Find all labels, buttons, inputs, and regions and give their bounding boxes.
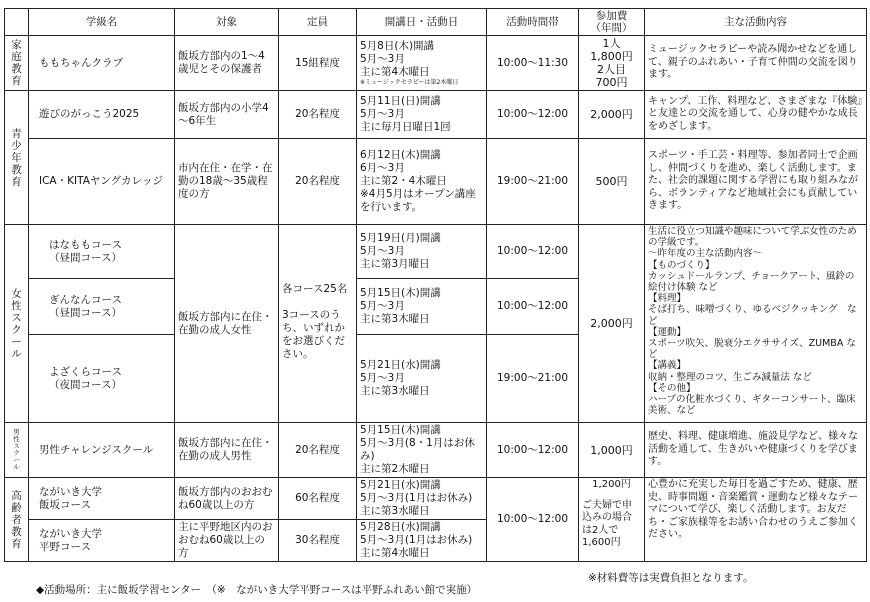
class-fee: 2,000円	[579, 225, 645, 423]
header-capacity: 定員	[279, 9, 357, 36]
class-name: ながいき大学 平野コース	[29, 520, 175, 562]
header-dates: 開講日・活動日	[357, 9, 487, 36]
class-name: ICA・KITAヤングカレッジ	[29, 139, 175, 225]
class-content: スポーツ・手工芸・料理等、参加者同士で企画し、仲間づくりを進め、楽しく活動します。また、社会的課題に関する学習にも取り組みながら、ボランティアなど地域社会にも貢献していきます。	[645, 139, 867, 225]
class-name: ながいき大学 飯坂コース	[29, 478, 175, 520]
table-row	[5, 423, 867, 478]
class-name: ぎんなんコース （昼間コース）	[29, 279, 175, 335]
class-time: 10:00～12:00	[487, 91, 579, 139]
table-row	[5, 36, 867, 91]
class-name: はなももコース （昼間コース）	[29, 225, 175, 279]
header-class: 学級名	[29, 9, 175, 36]
class-time: 19:00～21:00	[487, 139, 579, 225]
course-table	[4, 8, 867, 562]
class-content: ミュージックセラピーや読み聞かせなどを通して、親子のふれあい・子育て仲間の交流を図ります。	[645, 36, 867, 91]
header-category	[5, 9, 29, 36]
class-capacity: 15組程度	[279, 36, 357, 91]
class-target: 主に平野地区内のおおむね60歳以上の方	[175, 520, 279, 562]
material-note: ※材料費等は実費負担となります。	[588, 572, 754, 584]
table-row	[5, 91, 867, 139]
class-content: キャンプ、工作、料理など、さまざまな『体験』と友達との交流を通して、心身の健やかな成長をめざします。	[645, 91, 867, 139]
class-fee: 1,200円 ご夫婦で申込みの場合は2人で1,600円	[579, 478, 645, 562]
class-capacity: 60名程度	[279, 478, 357, 520]
table-row	[5, 225, 867, 279]
table-row	[5, 139, 867, 225]
class-time: 10:00～12:00	[487, 225, 579, 279]
class-target: 市内在住・在学・在勤の18歳～35歳程度の方	[175, 139, 279, 225]
footer-location: ◆活動場所：主に飯坂学習センター （※ ながいき大学平野コースは平野ふれあい館で実施）	[36, 584, 478, 596]
class-name: 男性チャレンジスクール	[29, 423, 175, 478]
class-name: よざくらコース （夜間コース）	[29, 335, 175, 423]
table-row	[5, 478, 867, 520]
class-time: 10:00～12:00	[487, 279, 579, 335]
class-capacity: 20名程度	[279, 91, 357, 139]
class-dates: 5月15日(木)開講 5月～3月 主に第3木曜日	[357, 279, 487, 335]
class-capacity: 20名程度	[279, 139, 357, 225]
class-target: 飯坂方部内に在住・在勤の成人女性	[175, 225, 279, 423]
class-name: 遊びのがっこう2025	[29, 91, 175, 139]
class-dates: 5月21日(水)開講 5月～3月(1月はお休み) 主に第3水曜日	[357, 478, 487, 520]
class-dates: 5月19日(月)開講 5月～3月 主に第3月曜日	[357, 225, 487, 279]
class-target: 飯坂方部内のおおむね60歳以上の方	[175, 478, 279, 520]
class-dates: 5月8日(木)開講 5月～3月 主に第4木曜日 ※ミュージックセラピーは第2木曜日	[357, 36, 487, 91]
category-senior: 高齢者教育	[5, 478, 29, 562]
header-target: 対象	[175, 9, 279, 36]
class-fee: 1,000円	[579, 423, 645, 478]
class-dates: 5月28日(水)開講 5月～3月(1月はお休み) 主に第4水曜日	[357, 520, 487, 562]
class-capacity: 20名程度	[279, 423, 357, 478]
header-row	[5, 9, 867, 36]
category-men: 男性スクール	[5, 423, 29, 478]
class-content: 歴史、料理、健康増進、施設見学など、様々な活動を通して、生きがいや健康づくりを学びます。	[645, 423, 867, 478]
header-fee: 参加費 （年間）	[579, 9, 645, 36]
class-dates: 5月21日(水)開講 5月～3月 主に第3水曜日	[357, 335, 487, 423]
class-time: 10:00～12:00	[487, 478, 579, 562]
class-target: 飯坂方部内の1～4歳児とその保護者	[175, 36, 279, 91]
class-capacity: 各コース25名 3コースのうち、いずれかをお選びください。	[279, 225, 357, 423]
class-name: ももちゃんクラブ	[29, 36, 175, 91]
class-target: 飯坂方部内の小学4～6年生	[175, 91, 279, 139]
class-content: 心豊かに充実した毎日を過ごすため、健康、歴史、時事問題・音楽鑑賞・運動など様々なテーマについて学び、楽しく活動します。お友だち・ご家族様等をお誘い合わせのうえご参加ください。	[645, 478, 867, 562]
class-time: 19:00～21:00	[487, 335, 579, 423]
class-target: 飯坂方部内に在住・在勤の成人男性	[175, 423, 279, 478]
class-fee: 1人 1,800円 2人目 700円	[579, 36, 645, 91]
class-dates: 5月11日(日)開講 5月～3月 主に毎月日曜日1回	[357, 91, 487, 139]
class-content: 生活に役立つ知識や趣味について学ぶ女性のための学級です。 ～昨年度の主な活動内容～ 【ものづくり】 カッシュドールランプ、チョークアート、風鈴の絵付け体験 など 【料理】 そば打ち、味噌づくり、ゆるベジクッキング など 【運動】 スポーツ吹矢、脱衰分エクササイズ、ZUMBA など 【講義】 収納・整理のコツ、生ごみ減量法 など 【その他】 ハーブの化粧水づくり、ギターコンサート、臨床美術、など	[645, 225, 867, 423]
class-time: 10:00～12:00	[487, 423, 579, 478]
header-time: 活動時間帯	[487, 9, 579, 36]
category-women: 女性スクール	[5, 225, 29, 423]
category-family: 家庭教育	[5, 36, 29, 91]
class-dates: 5月15日(木)開講 5月～3月(8・1月はお休み) 主に第2木曜日	[357, 423, 487, 478]
header-content: 主な活動内容	[645, 9, 867, 36]
category-youth: 青少年教育	[5, 91, 29, 225]
class-fee: 2,000円	[579, 91, 645, 139]
class-dates: 6月12日(木)開講 6月～3月 主に第2・4木曜日 ※4月5月はオープン講座を行います。	[357, 139, 487, 225]
class-time: 10:00～11:30	[487, 36, 579, 91]
class-capacity: 30名程度	[279, 520, 357, 562]
class-fee: 500円	[579, 139, 645, 225]
